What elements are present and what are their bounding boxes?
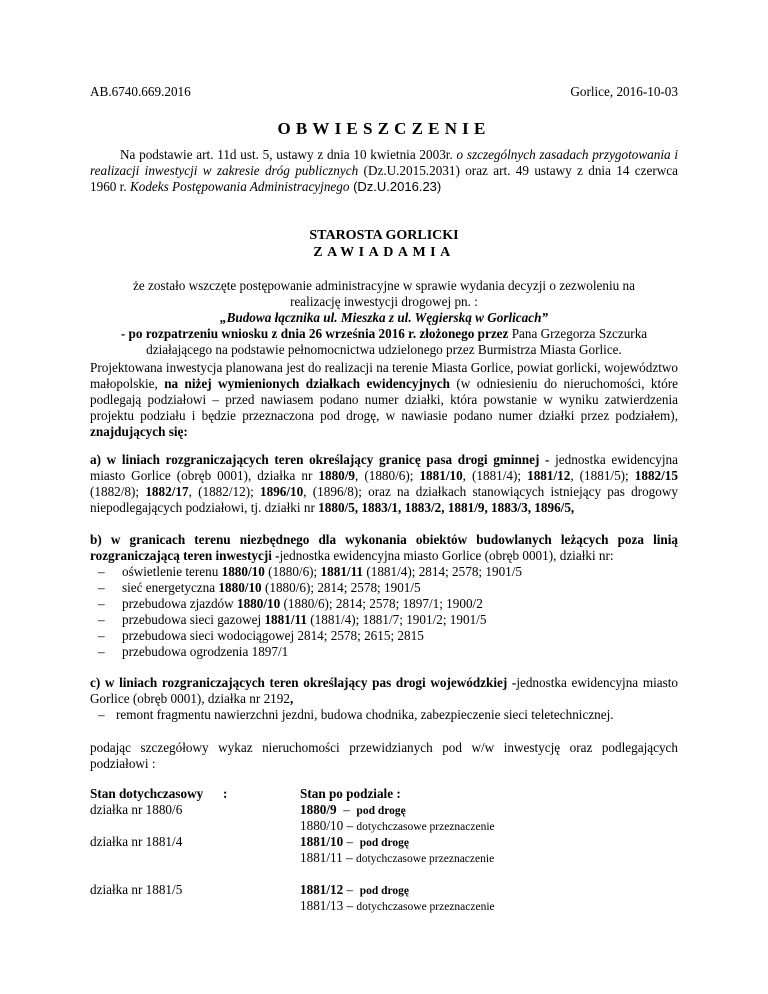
purpose: dotychczasowe przeznaczenie [356, 901, 495, 913]
applicant-name: Pana Grzegorza Szczurka [508, 326, 648, 341]
parcel: 1880/10 [236, 596, 281, 611]
item-text: (1880/6); [264, 564, 321, 579]
table-row [90, 898, 678, 914]
intro-bold-1: na niżej wymienionych działkach ewidencyjnych [164, 376, 450, 391]
parcel-after: 1881/13 [300, 898, 344, 913]
parcel: 1882/15 [634, 468, 678, 483]
parcel: 1880/10 [221, 564, 265, 579]
preamble-text-1: Na podstawie art. 11d ust. 5, ustawy z dnia 10 kwietnia 2003r. [120, 147, 457, 162]
parcel-table [90, 786, 678, 913]
intro-text-2: (w odniesieniu do nieruchomości, które podlegają podziałowi – przed nawiasem podano numer działki, która powstanie w wyniku zatwierdzenia projektu podziału i będzie przeznaczona pod drogę, w nawiasie podano numer działki przez podziałem), [90, 376, 679, 423]
parcel-prev: (1882/8); [90, 484, 146, 499]
section-c-heading: c) w liniach rozgraniczających teren określający pas drogi wojewódzkiej - [90, 675, 517, 690]
authority-name: STAROSTA GORLICKI [309, 228, 459, 243]
intro-bold-2: znajdujących się: [90, 424, 188, 439]
list-item [90, 707, 678, 723]
col-after-header: Stan po podziale : [300, 786, 401, 801]
item-text: (1881/4); 2814; 2578; 1901/5 [363, 564, 523, 579]
purpose: pod drogę [356, 805, 406, 817]
purpose: pod drogę [359, 837, 410, 849]
section-b [90, 532, 678, 564]
existing-road-parcels: 1880/5, 1883/1, 1883/2, 1881/9, 1883/3, 1896/5, [318, 500, 575, 515]
list-item [90, 644, 678, 660]
purpose: dotychczasowe przeznaczenie [356, 821, 495, 833]
parcel-prev: , (1882/12); [188, 484, 261, 499]
parcel: 1882/17 [145, 484, 189, 499]
header-colon: : [223, 786, 228, 801]
notice-line-4 [90, 326, 678, 342]
section-a-text-2: , (1896/8); oraz na działkach stanowiących istniejący pas drogowy niepodlegających podziałowi, tj. działki nr [90, 484, 678, 515]
parcel-prev: , (1881/4); [462, 468, 528, 483]
table-row [90, 802, 678, 818]
item-text: przebudowa ogrodzenia 1897/1 [122, 644, 289, 659]
dash: – [343, 834, 360, 849]
list-item [90, 580, 678, 596]
parcel: 1881/11 [264, 612, 307, 627]
preamble-text-3: (Dz.U.2016.23) [349, 179, 442, 194]
parcel-after: 1881/10 [300, 834, 344, 849]
item-text: (1880/6); 2814; 2578; 1901/5 [261, 580, 421, 595]
section-a-heading: a) w liniach rozgraniczających teren określający granicę pasa drogi gminnej - [90, 452, 550, 467]
parcel-after: 1880/9 [300, 802, 337, 817]
table-row [90, 834, 678, 850]
dash: – [343, 898, 357, 913]
intro-paragraph [90, 360, 678, 440]
list-item [90, 564, 678, 580]
parcel-before: działka nr 1880/6 [90, 802, 183, 817]
parcel-after: 1881/11 [300, 850, 343, 865]
section-c-list [90, 707, 678, 723]
dash: – [343, 818, 357, 833]
section-a [90, 452, 678, 516]
preamble-text-2: (Dz.U.2015.2031) oraz art. 49 ustawy z dnia 14 czerwca 1960 r. [90, 163, 678, 194]
preamble-act-1: o szczególnych zasadach przygotowania i realizacji inwestycji w zakresie dróg publicznych [90, 147, 678, 178]
parcel: 1880/10 [218, 580, 262, 595]
closing-text: podając szczegółowy wykaz nieruchomości przewidzianych pod w/w inwestycję oraz podlegających podziałowi : [90, 740, 678, 771]
item-text: sieć energetyczna [122, 580, 219, 595]
project-name: „Budowa łącznika ul. Mieszka z ul. Węgierską w Gorlicach” [219, 310, 549, 325]
notice-line-2: realizację inwestycji drogowej pn. : [290, 294, 478, 309]
item-text: remont fragmentu nawierzchni jezdni, budowa chodnika, zabezpieczenie sieci teletechnicznej. [116, 707, 614, 722]
notice-line-5: działającego na podstawie pełnomocnictwa udzielonego przez Burmistrza Miasta Gorlice. [146, 342, 622, 357]
parcel: 1880/9 [318, 468, 356, 483]
application-date: - po rozpatrzeniu wniosku z dnia 26 września 2016 r. złożonego przez [120, 326, 509, 341]
table-row [90, 882, 678, 898]
section-c [90, 675, 678, 707]
item-text: (1881/4); 1881/7; 1901/2; 1901/5 [306, 612, 487, 627]
parcel-before: działka nr 1881/5 [90, 882, 183, 897]
purpose: dotychczasowe przeznaczenie [355, 853, 495, 865]
parcel: 1881/10 [419, 468, 463, 483]
parcel-prev: , (1881/5); [570, 468, 635, 483]
intro-text-1: Projektowana inwestycja planowana jest do realizacji na terenie Miasta Gorlice, powiat gorlicki, województwo małopolskie, [90, 360, 678, 391]
notice-line-1: że zostało wszczęte postępowanie administracyjne w sprawie wydania decyzji o zezwoleniu na [132, 278, 636, 293]
list-item [90, 612, 678, 628]
parcel-prev: , (1880/6); [355, 468, 420, 483]
item-text: przebudowa sieci wodociągowej 2814; 2578; 2615; 2815 [122, 628, 424, 643]
section-c-comma: , [289, 691, 294, 706]
section-b-list [90, 564, 678, 660]
section-b-heading: b) w granicach terenu niezbędnego dla wykonania obiektów budowlanych leżących poza linią rozgraniczającą teren inwestycji - [90, 532, 678, 563]
col-before-header: Stan dotychczasowy [90, 786, 204, 801]
dash: – [336, 802, 357, 817]
section-c-text: jednostka ewidencyjna miasto Gorlice (obręb 0001), działka nr 2192 [90, 675, 678, 706]
table-header [90, 786, 678, 802]
section-a-text: jednostka ewidencyjna miasto Gorlice (obręb 0001), działka nr [90, 452, 678, 483]
item-text: przebudowa sieci gazowej [122, 612, 265, 627]
table-row [90, 818, 678, 834]
notice [90, 278, 678, 358]
section-b-text: jednostka ewidencyjna miasto Gorlice (obręb 0001), działki nr: [279, 548, 614, 563]
list-item [90, 596, 678, 612]
list-item [90, 628, 678, 644]
parcel-after: 1880/10 [300, 818, 344, 833]
dash: – [342, 850, 356, 865]
table-row [90, 850, 678, 866]
parcel-after: 1881/12 [300, 882, 344, 897]
parcel-before: działka nr 1881/4 [90, 834, 183, 849]
parcel: 1896/10 [260, 484, 304, 499]
place-date: Gorlice, 2016-10-03 [570, 84, 678, 99]
preamble-act-2: Kodeks Postępowania Administracyjnego [129, 179, 350, 194]
purpose: pod drogę [359, 885, 410, 897]
item-text: przebudowa zjazdów [122, 596, 237, 611]
parcel: 1881/11 [320, 564, 364, 579]
preamble [90, 147, 678, 195]
document-title: OBWIESZCZENIE [277, 119, 491, 138]
authority-action: ZAWIADAMIA [313, 245, 455, 260]
parcel: 1881/12 [527, 468, 571, 483]
item-text: (1880/6); 2814; 2578; 1897/1; 1900/2 [280, 596, 483, 611]
dash: – [343, 882, 360, 897]
reference-number: AB.6740.669.2016 [90, 84, 191, 99]
item-text: oświetlenie terenu [122, 564, 222, 579]
